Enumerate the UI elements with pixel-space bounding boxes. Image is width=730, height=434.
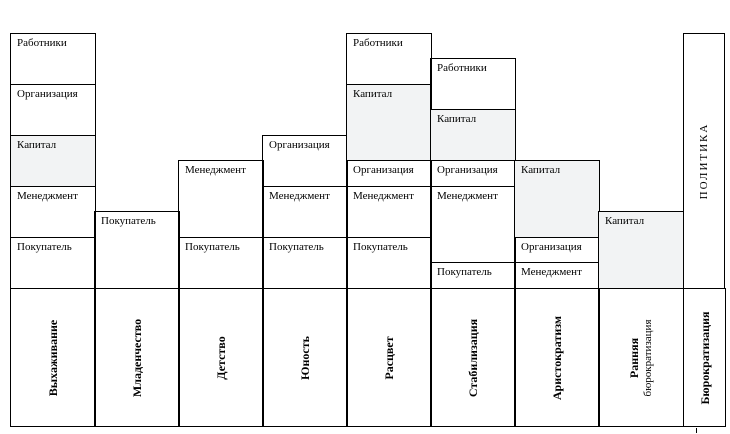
- stage-name-main: Выхаживание: [46, 319, 60, 396]
- block-7-3: Менеджмент: [514, 262, 600, 289]
- block-4-2: Менеджмент: [262, 186, 348, 238]
- block-1-2: Организация: [10, 84, 96, 136]
- block-1-5: Покупатель: [10, 237, 96, 289]
- politics-bar: [683, 33, 725, 289]
- stage-name-main: Младенчество: [130, 318, 144, 397]
- stage-name: [627, 319, 655, 396]
- block-5-1: Работники: [346, 33, 432, 85]
- block-5-4: Менеджмент: [346, 186, 432, 238]
- stage-name-main: Аристократизм: [550, 315, 564, 400]
- stage-name: [382, 336, 396, 379]
- block-3-1: Менеджмент: [178, 160, 264, 238]
- stage-name-main: Бюрократизация: [697, 310, 712, 405]
- stage-name-main: Юность: [298, 335, 312, 380]
- stage-label-box-6: [430, 288, 516, 427]
- block-1-1: Работники: [10, 33, 96, 85]
- block-5-2: Капитал: [346, 84, 432, 161]
- block-2-1: Покупатель: [94, 211, 180, 289]
- stage-name: [214, 336, 228, 379]
- stage-name-sub: бюрократизация: [642, 318, 654, 397]
- block-3-2: Покупатель: [178, 237, 264, 289]
- block-6-4: Менеджмент: [430, 186, 516, 263]
- stage-name: [466, 318, 480, 396]
- block-4-1: Организация: [262, 135, 348, 187]
- block-7-2: Организация: [514, 237, 600, 263]
- politics-label: ПОЛИТИКА: [698, 122, 710, 200]
- stage-name: [550, 315, 564, 399]
- block-7-1: Капитал: [514, 160, 600, 238]
- block-6-2: Капитал: [430, 109, 516, 161]
- block-1-3: Капитал: [10, 135, 96, 187]
- block-8-1: Капитал: [598, 211, 684, 289]
- block-5-3: Организация: [346, 160, 432, 187]
- stage-label-box-8: [598, 288, 684, 427]
- stage-label-box-9: [683, 288, 726, 427]
- stage-name-main: Расцвет: [382, 335, 396, 380]
- stage-name: [130, 318, 144, 396]
- block-5-5: Покупатель: [346, 237, 432, 289]
- block-6-5: Покупатель: [430, 262, 516, 289]
- stage-name: [298, 336, 312, 380]
- block-1-4: Менеджмент: [10, 186, 96, 238]
- page-tick: [696, 428, 697, 433]
- stage-label-box-5: [346, 288, 432, 427]
- stage-name: [698, 311, 712, 404]
- stage-name-main: Ранняя: [627, 337, 641, 378]
- block-6-3: Организация: [430, 160, 516, 187]
- stage-label-box-7: [514, 288, 600, 427]
- stage-name-main: Стабилизация: [466, 318, 480, 397]
- block-4-3: Покупатель: [262, 237, 348, 289]
- stage-label-box-4: [262, 288, 348, 427]
- stage-name-main: Детство: [214, 335, 228, 380]
- stage-label-box-2: [94, 288, 180, 427]
- stage-name: [46, 319, 60, 395]
- stage-label-box-3: [178, 288, 264, 427]
- stage-label-box-1: [10, 288, 96, 427]
- block-6-1: Работники: [430, 58, 516, 110]
